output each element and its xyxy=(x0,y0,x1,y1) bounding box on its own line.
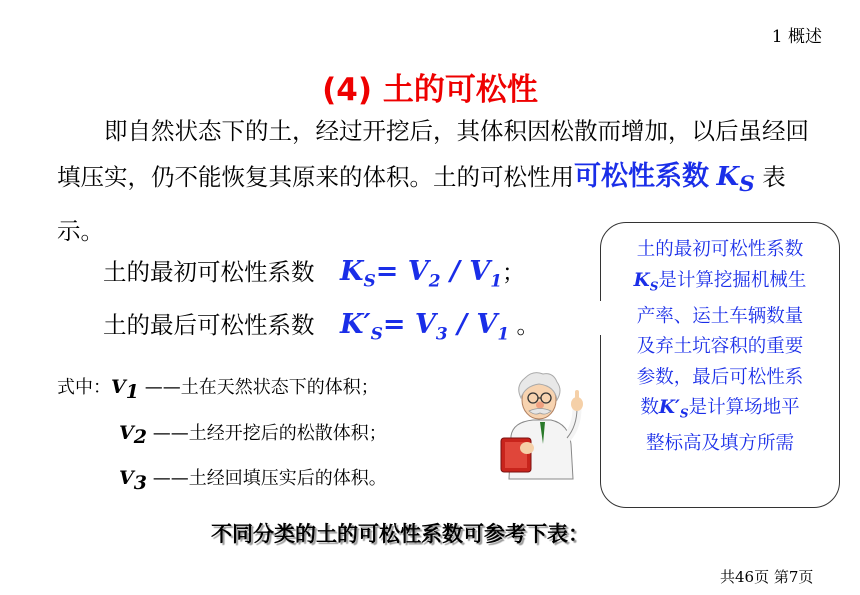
professor-illustration xyxy=(493,364,588,484)
coef-label: 土的最初可松性系数 xyxy=(103,258,315,286)
final-coefficient-line xyxy=(103,306,539,344)
final-formula: $K'_S= V_3 / V_1$ xyxy=(339,309,510,345)
definition-row: 式中：$V_1$ ——土在天然状态下的体积； xyxy=(57,376,379,403)
bubble-line: 土的最初可松性系数 xyxy=(636,239,804,260)
para-highlight: 可松性系数 xyxy=(574,161,709,192)
reference-note: 不同分类的土的可松性系数可参考下表： xyxy=(211,522,589,546)
definition-row: $V_3$ ——土经回填压实后的体积。 xyxy=(119,467,387,494)
coef-tail: 。 xyxy=(509,313,540,339)
bubble-line: 及弃土坑容积的重要 xyxy=(636,336,804,358)
bubble-line: $K_S$是计算挖掘机械生 xyxy=(633,269,807,294)
coef-tail: ； xyxy=(502,260,526,286)
definitions xyxy=(57,368,387,505)
definition-row: $V_2$ ——土经开挖后的松散体积； xyxy=(119,421,387,449)
initial-formula: $K_S= V_2 / V_1$ xyxy=(339,256,503,292)
ks-symbol: $K_S$ xyxy=(716,162,755,198)
slide-title: (4) 土的可松性 xyxy=(322,72,538,108)
para-text-2: 表示。 xyxy=(57,163,786,246)
section-tag: 1 概述 xyxy=(771,27,822,47)
page-number: 共46页 第7页 xyxy=(720,568,814,586)
coef-label: 土的最后可松性系数 xyxy=(103,311,315,339)
bubble-line: 整标高及填方所需 xyxy=(645,433,794,455)
bubble-line: 产率、运土车辆数量 xyxy=(636,305,804,327)
bubble-text xyxy=(606,235,834,460)
para-text-1: 即自然状态下的土，经过开挖后，其体积因松散而增加，以后虽经回填压实，仍不能恢复其原来的体积。土的可松性用 xyxy=(57,117,809,191)
bubble-line: 参数，最后可松性系 xyxy=(636,366,804,388)
bubble-line: 数$K'_S$是计算场地平 xyxy=(640,397,800,421)
initial-coefficient-line xyxy=(103,253,525,291)
